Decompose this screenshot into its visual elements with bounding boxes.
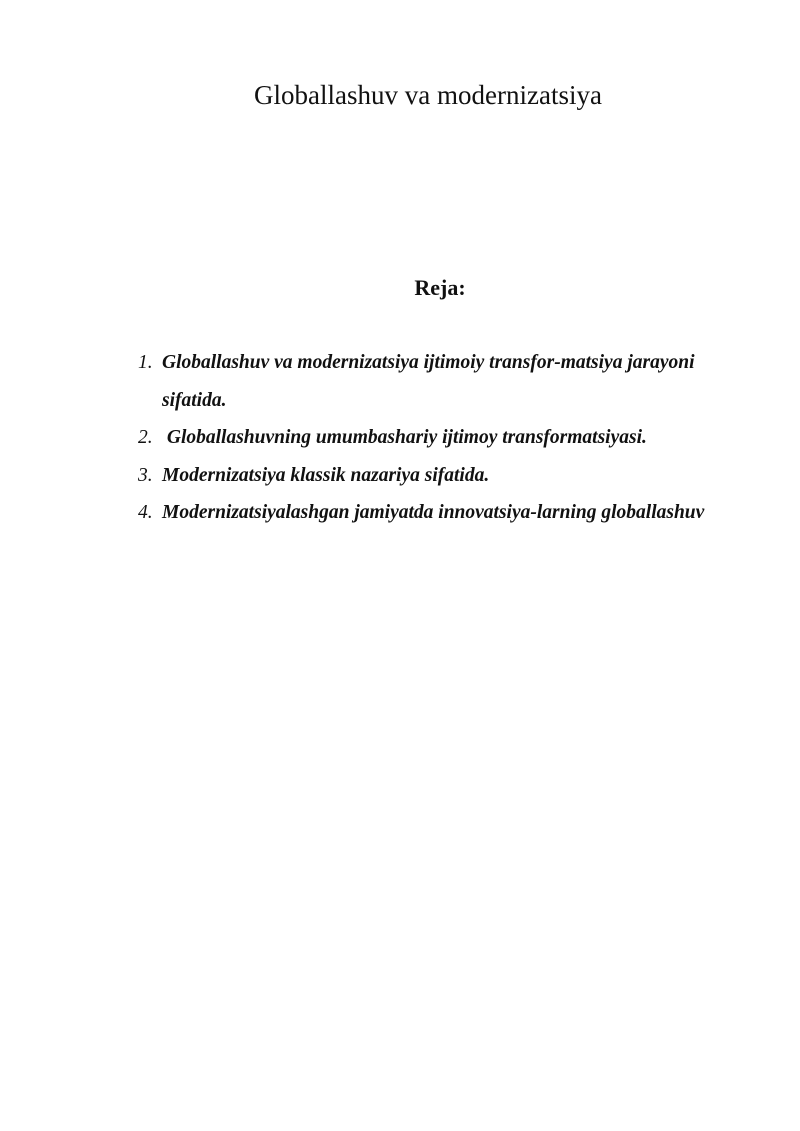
- plan-item-text: Modernizatsiyalashgan jamiyatda innovatsiya-larning globallashuv: [162, 502, 705, 523]
- plan-item-text: Globallashuv va modernizatsiya ijtimoiy transfor-matsiya jarayoni sifatida.: [162, 352, 700, 411]
- plan-item-text: Modernizatsiya klassik nazariya sifatida.: [162, 464, 490, 486]
- plan-item: [138, 419, 728, 457]
- plan-item-text: Globallashuvning umumbashariy ijtimoy transformatsiyasi.: [162, 427, 647, 448]
- plan-item-number: 3.: [138, 464, 153, 486]
- plan-item-number: 2.: [138, 427, 153, 448]
- plan-heading: Reja:: [414, 275, 466, 300]
- plan-item: [138, 344, 728, 419]
- plan-item: [138, 457, 728, 495]
- plan-item: [138, 494, 728, 532]
- plan-list: [138, 344, 728, 532]
- document-title: Globallashuv va modernizatsiya: [254, 80, 602, 110]
- plan-item-number: 4.: [138, 502, 153, 523]
- plan-item-number: 1.: [138, 352, 153, 373]
